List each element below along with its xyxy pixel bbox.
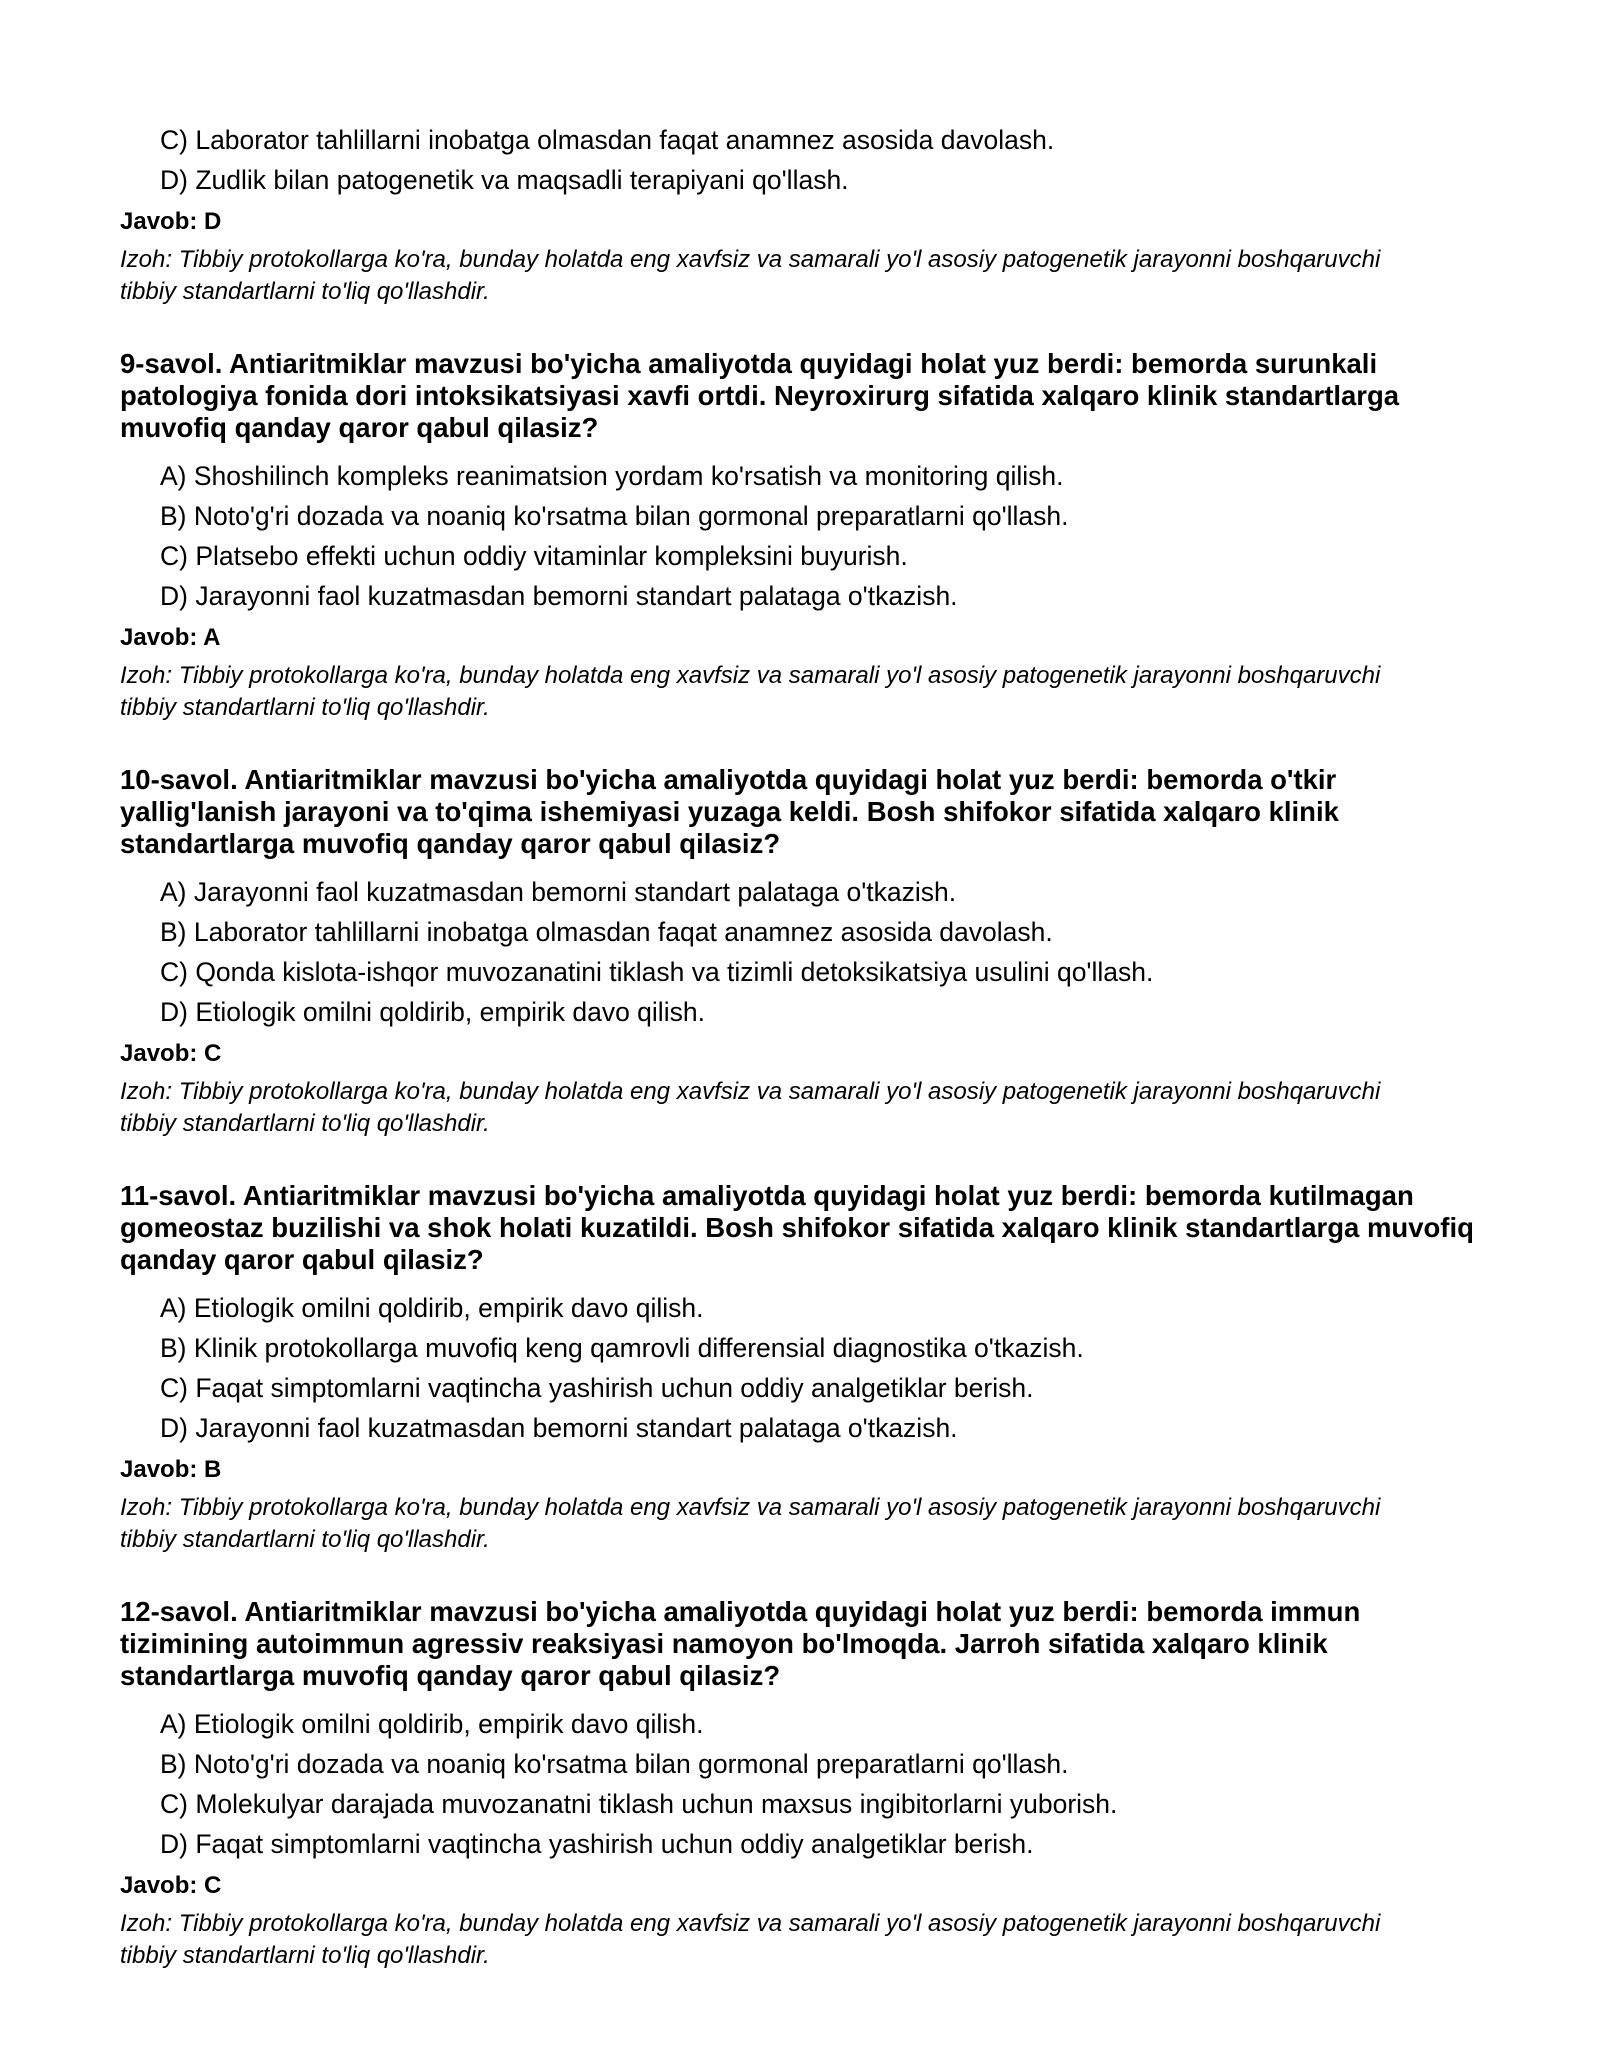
answer-options xyxy=(120,1288,1480,1448)
question-8-continuation xyxy=(120,120,1480,308)
question-title: 9-savol. Antiaritmiklar mavzusi bo'yicha amaliyotda quyidagi holat yuz berdi: bemorda surunkali patologiya fonida dori intoksikatsiyasi xavfi ortdi. Neyroxirurg sifatida xalqaro klinik standartlarga muvofiq qanday qaror qabul qilasiz? xyxy=(120,348,1400,443)
question-title: 10-savol. Antiaritmiklar mavzusi bo'yicha amaliyotda quyidagi holat yuz berdi: bemorda o'tkir yallig'lanish jarayoni va to'qima ishemiyasi yuzaga keldi. Bosh shifokor sifatida xalqaro klinik standartlarga muvofiq qanday qaror qabul qilasiz? xyxy=(120,764,1339,859)
correct-answer: Javob: C xyxy=(120,1872,222,1899)
option-b: B) Noto'g'ri dozada va noaniq ko'rsatma bilan gormonal preparatlarni qo'llash. xyxy=(160,1749,1069,1779)
option-c: C) Faqat simptomlarni vaqtincha yashirish uchun oddiy analgetiklar berish. xyxy=(160,1373,1034,1403)
option-c: C) Platsebo effekti uchun oddiy vitaminlar kompleksini buyurish. xyxy=(160,541,908,571)
option-b: B) Noto'g'ri dozada va noaniq ko'rsatma bilan gormonal preparatlarni qo'llash. xyxy=(160,501,1069,531)
correct-answer: Javob: D xyxy=(120,208,222,235)
option-d: D) Zudlik bilan patogenetik va maqsadli terapiyani qo'llash. xyxy=(160,165,849,195)
explanation-note: Izoh: Tibbiy protokollarga ko'ra, bunday holatda eng xavfsiz va samarali yo'l asosiy patogenetik jarayonni boshqaruvchi tibbiy standartlarni to'liq qo'llashdir. xyxy=(120,1910,1381,1969)
option-c: C) Molekulyar darajada muvozanatni tiklash uchun maxsus ingibitorlarni yuborish. xyxy=(160,1789,1118,1819)
question-10 xyxy=(120,764,1480,1140)
question-9 xyxy=(120,348,1480,724)
question-12 xyxy=(120,1596,1480,1972)
option-d: D) Etiologik omilni qoldirib, empirik davo qilish. xyxy=(160,997,705,1027)
option-d: D) Jarayonni faol kuzatmasdan bemorni standart palataga o'tkazish. xyxy=(160,581,958,611)
explanation-note: Izoh: Tibbiy protokollarga ko'ra, bunday holatda eng xavfsiz va samarali yo'l asosiy patogenetik jarayonni boshqaruvchi tibbiy standartlarni to'liq qo'llashdir. xyxy=(120,662,1381,721)
answer-options xyxy=(120,456,1480,616)
option-d: D) Faqat simptomlarni vaqtincha yashirish uchun oddiy analgetiklar berish. xyxy=(160,1829,1034,1859)
option-a: A) Shoshilinch kompleks reanimatsion yordam ko'rsatish va monitoring qilish. xyxy=(160,461,1064,491)
option-c: C) Qonda kislota-ishqor muvozanatini tiklash va tizimli detoksikatsiya usulini qo'llash. xyxy=(160,957,1154,987)
option-b: B) Klinik protokollarga muvofiq keng qamrovli differensial diagnostika o'tkazish. xyxy=(160,1333,1084,1363)
explanation-note: Izoh: Tibbiy protokollarga ko'ra, bunday holatda eng xavfsiz va samarali yo'l asosiy patogenetik jarayonni boshqaruvchi tibbiy standartlarni to'liq qo'llashdir. xyxy=(120,246,1381,305)
correct-answer: Javob: C xyxy=(120,1040,222,1067)
correct-answer: Javob: A xyxy=(120,624,221,651)
answer-options xyxy=(120,1704,1480,1864)
option-d: D) Jarayonni faol kuzatmasdan bemorni standart palataga o'tkazish. xyxy=(160,1413,958,1443)
answer-options xyxy=(120,120,1480,200)
option-a: A) Etiologik omilni qoldirib, empirik davo qilish. xyxy=(160,1709,704,1739)
option-a: A) Jarayonni faol kuzatmasdan bemorni standart palataga o'tkazish. xyxy=(160,877,957,907)
question-11 xyxy=(120,1180,1480,1556)
option-c: C) Laborator tahlillarni inobatga olmasdan faqat anamnez asosida davolash. xyxy=(160,125,1055,155)
option-a: A) Etiologik omilni qoldirib, empirik davo qilish. xyxy=(160,1293,704,1323)
explanation-note: Izoh: Tibbiy protokollarga ko'ra, bunday holatda eng xavfsiz va samarali yo'l asosiy patogenetik jarayonni boshqaruvchi tibbiy standartlarni to'liq qo'llashdir. xyxy=(120,1494,1381,1553)
correct-answer: Javob: B xyxy=(120,1456,222,1483)
explanation-note: Izoh: Tibbiy protokollarga ko'ra, bunday holatda eng xavfsiz va samarali yo'l asosiy patogenetik jarayonni boshqaruvchi tibbiy standartlarni to'liq qo'llashdir. xyxy=(120,1078,1381,1137)
question-title: 12-savol. Antiaritmiklar mavzusi bo'yicha amaliyotda quyidagi holat yuz berdi: bemorda immun tizimining autoimmun agressiv reaksiyasi namoyon bo'lmoqda. Jarroh sifatida xalqaro klinik standartlarga muvofiq qanday qaror qabul qilasiz? xyxy=(120,1596,1361,1691)
question-title: 11-savol. Antiaritmiklar mavzusi bo'yicha amaliyotda quyidagi holat yuz berdi: bemorda kutilmagan gomeostaz buzilishi va shok holati kuzatildi. Bosh shifokor sifatida xalqaro klinik standartlarga muvofiq qanday qaror qabul qilasiz? xyxy=(120,1180,1474,1275)
option-b: B) Laborator tahlillarni inobatga olmasdan faqat anamnez asosida davolash. xyxy=(160,917,1053,947)
answer-options xyxy=(120,872,1480,1032)
